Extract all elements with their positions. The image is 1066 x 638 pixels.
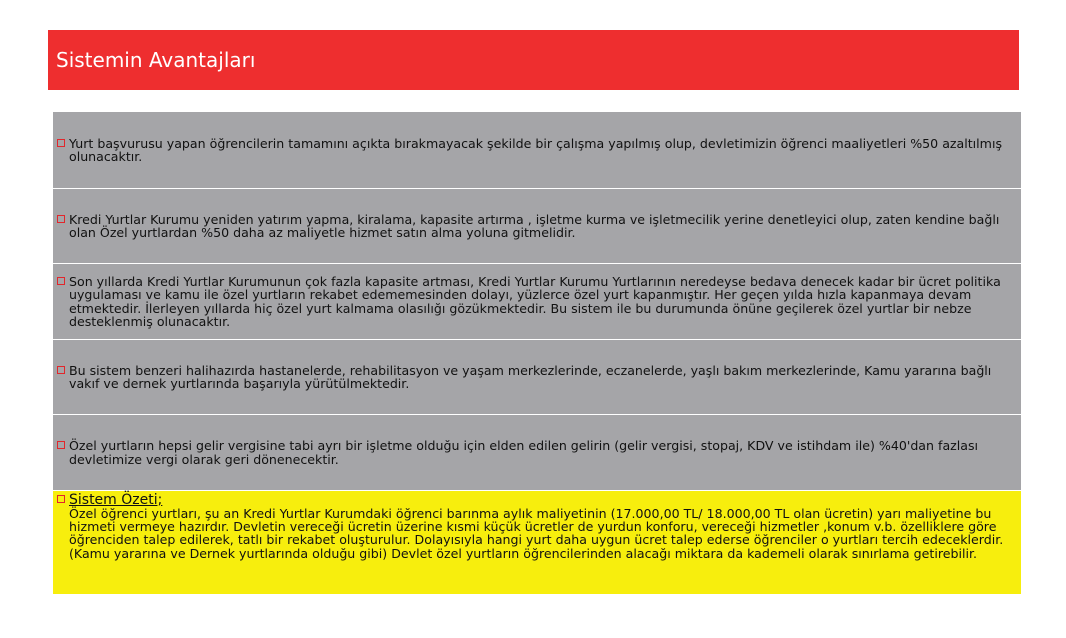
list-item-text: Bu sistem benzeri halihazırda hastanelerde, rehabilitasyon ve yaşam merkezlerinde, eczanelerde, yaşlı bakım merkezlerinde, Kamu yararına bağlı vakıf ve dernek yurtlarında başarıyla yürütülmektedir. — [69, 362, 992, 391]
list-item — [57, 275, 1015, 328]
header-bar — [48, 30, 1019, 90]
advantage-box-2 — [53, 188, 1021, 263]
advantage-box-1 — [53, 111, 1021, 188]
list-item — [57, 364, 1015, 390]
advantage-box-4 — [53, 339, 1021, 414]
list-item — [57, 439, 1015, 465]
list-item-text: Yurt başvurusu yapan öğrencilerin tamamını açıkta bırakmayacak şekilde bir çalışma yapılmış olup, devletimizin öğrenci maaliyetleri %50 azaltılmış olunacaktır. — [69, 135, 1003, 164]
square-bullet-icon — [57, 277, 65, 285]
summary-box — [53, 490, 1021, 594]
summary-item — [57, 493, 1015, 560]
list-item-text: Özel yurtların hepsi gelir vergisine tabi ayrı bir işletme olduğu için elden edilen gelirin (gelir vergisi, stopaj, KDV ve istihdam ile) %40'dan fazlası devletimize vergi olarak geri dönenecektir. — [69, 438, 979, 467]
square-bullet-icon — [57, 366, 65, 374]
square-bullet-icon — [57, 495, 65, 503]
advantage-box-3 — [53, 263, 1021, 339]
square-bullet-icon — [57, 441, 65, 449]
page-title: Sistemin Avantajları — [56, 48, 256, 72]
square-bullet-icon — [57, 215, 65, 223]
list-item-text: Son yıllarda Kredi Yurtlar Kurumunun çok fazla kapasite artması, Kredi Yurtlar Kurumu Yurtlarının neredeyse bedava denecek kadar bir ücret politika uygulaması ve kamu ile özel yurtların rekabet edememesinden dolayı, yüzlerce özel yurt kapanmıştır. Her geçen yılda hızla kapanmaya devam etmektedir. İlerleyen yıllarda hiç özel yurt kalmama olasılığı gözükmektedir. Bu sistem ile bu durumunda önüne geçilerek özel yurtlar bir nebze desteklenmiş olunacaktır. — [69, 274, 1001, 329]
advantage-box-5 — [53, 414, 1021, 490]
list-item — [57, 137, 1015, 163]
list-item — [57, 213, 1015, 239]
summary-content — [69, 493, 1015, 560]
summary-body: Özel öğrenci yurtları, şu an Kredi Yurtlar Kurumdaki öğrenci barınma aylık maliyetinin (17.000,00 TL/ 18.000,00 TL olan ücretin) yarı maliyetine bu hizmeti vermeye hazırdır. Devletin vereceği ücretin üzerine kısmi küçük ücretler de yurdun konforu, vereceği hizmetler ,konum v.b. özelliklere göre öğrenciden talep edilerek, tatlı bir rekabet oluşturulur. Dolayısıyla hangi yurt daha uygun ücret talep ederse öğrenciler o yurtları tercih edeceklerdir. (Kamu yararına ve Dernek yurtlarında olduğu gibi) Devlet özel yurtların öğrencilerinden alacağı miktara da kademeli olarak sınırlama getirebilir. — [69, 506, 1004, 561]
summary-title: Sistem Özeti; — [69, 492, 163, 508]
list-item-text: Kredi Yurtlar Kurumu yeniden yatırım yapma, kiralama, kapasite artırma , işletme kurma ve işletmecilik yerine denetleyici olup, zaten kendine bağlı olan Özel yurtlardan %50 daha az maliyetle hizmet satın alma yoluna gitmelidir. — [69, 211, 1000, 240]
square-bullet-icon — [57, 139, 65, 147]
